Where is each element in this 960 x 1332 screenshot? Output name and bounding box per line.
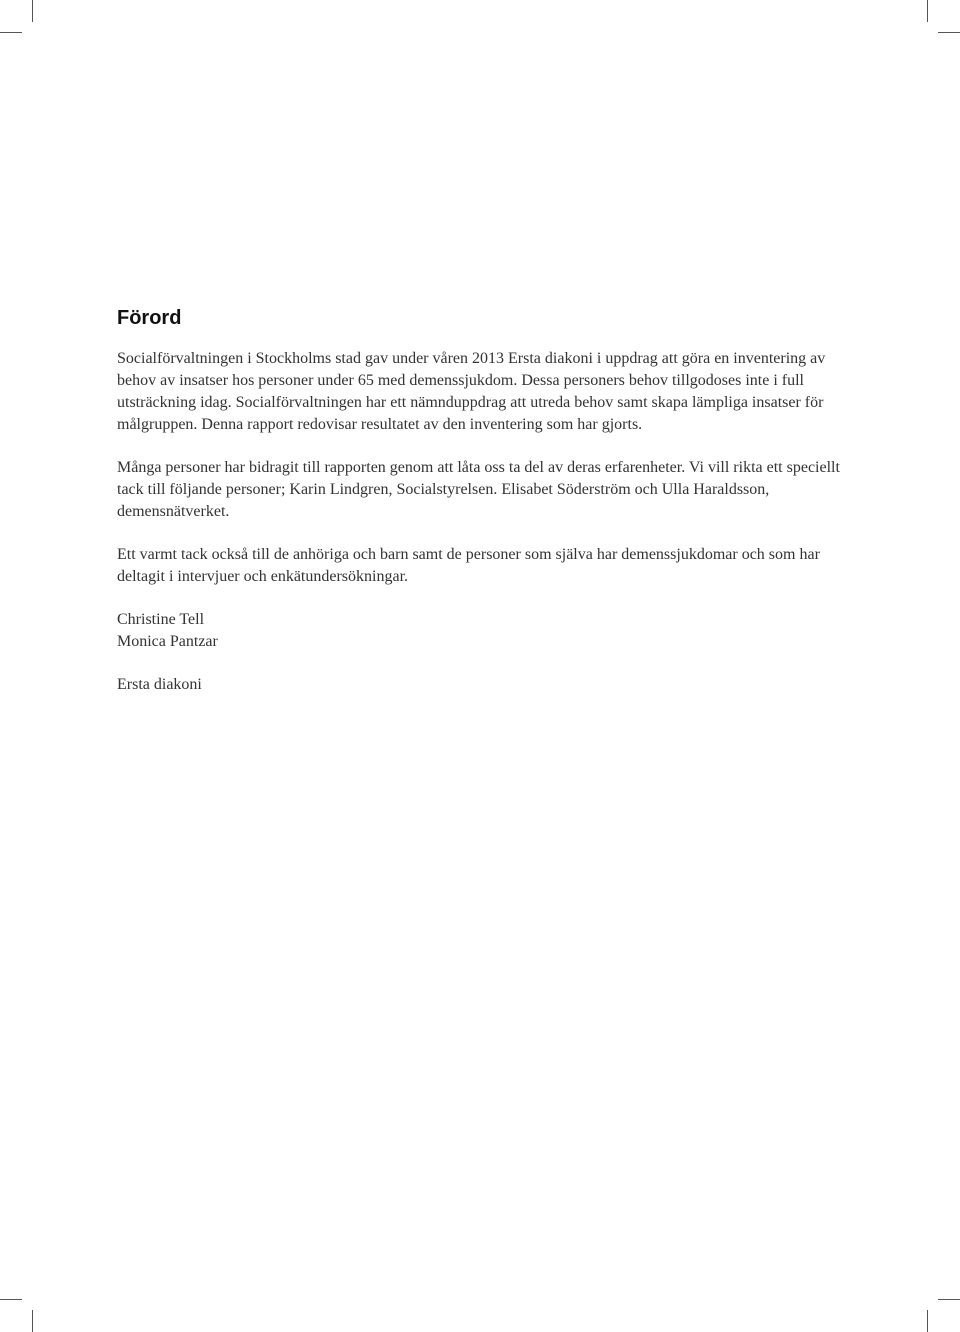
- crop-mark-top-left-h: [0, 32, 22, 33]
- page-title: Förord: [117, 307, 182, 329]
- crop-mark-bottom-right-h: [938, 1299, 960, 1300]
- paragraph-text: Ett varmt tack också till de anhöriga och barn samt de personer som själva har demenssjukdomar och som har deltagit i intervjuer och enkätundersökningar.: [117, 546, 820, 585]
- paragraph-text: Många personer har bidragit till rapporten genom att låta oss ta del av deras erfarenheter. Vi vill rikta ett speciellt tack till följande personer; Karin Lindgren, Socialstyrelsen. Elisabet Söderström och Ulla Haraldsson, demensnätverket.: [117, 459, 840, 520]
- crop-mark-top-left: [32, 0, 33, 22]
- crop-mark-bottom-left-h: [0, 1299, 22, 1300]
- organization-name: Ersta diakoni: [117, 676, 202, 693]
- crop-mark-top-right: [927, 0, 928, 22]
- signature-name: Christine Tell: [117, 611, 205, 628]
- paragraph-thanks-relatives: [117, 544, 847, 588]
- crop-mark-bottom-right: [927, 1310, 928, 1332]
- crop-mark-bottom-left: [32, 1310, 33, 1332]
- paragraph-intro: [117, 348, 847, 436]
- document-body: [117, 300, 847, 717]
- paragraph-thanks: [117, 457, 847, 523]
- paragraph-text: Socialförvaltningen i Stockholms stad gav under våren 2013 Ersta diakoni i uppdrag att göra en inventering av behov av insatser hos personer under 65 med demenssjukdom. Dessa personers behov tillgodoses inte i full utsträckning idag. Socialförvaltningen har ett nämnduppdrag att utreda behov samt skapa lämpliga insatser för målgruppen. Denna rapport redovisar resultatet av den inventering som har gjorts.: [117, 350, 826, 433]
- organization-block: [117, 674, 847, 696]
- crop-mark-top-right-h: [938, 32, 960, 33]
- signature-block: [117, 609, 847, 653]
- signature-name: Monica Pantzar: [117, 633, 218, 650]
